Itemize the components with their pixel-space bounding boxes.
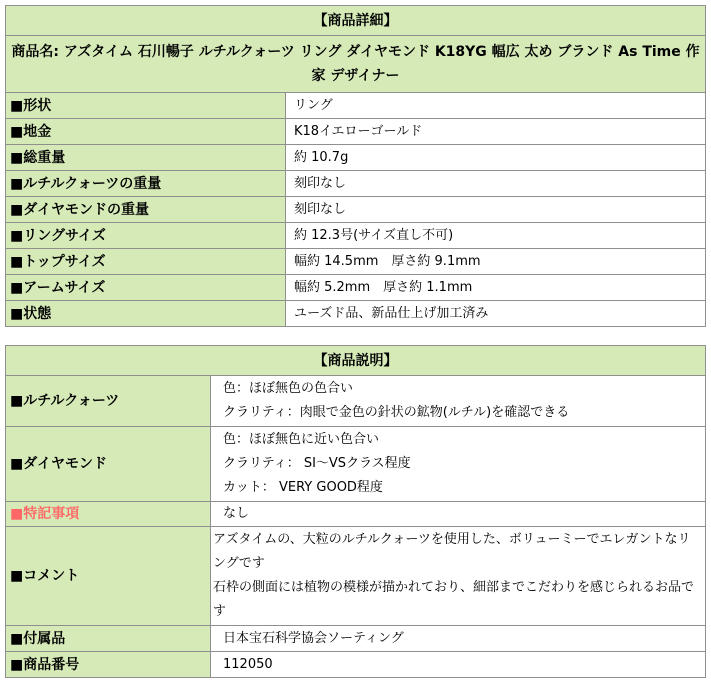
diamond-clarity: クラリティ： SI〜VSクラス程度: [223, 456, 411, 471]
row-value: 幅約 5.2mm 厚さ約 1.1mm: [286, 275, 706, 301]
row-value: リング: [286, 93, 706, 119]
description-header: 【商品説明】: [6, 346, 706, 376]
row-value: 約 12.3号(サイズ直し不可): [286, 223, 706, 249]
diamond-cut: カット： VERY GOOD程度: [223, 480, 383, 495]
row-value: 刻印なし: [286, 197, 706, 223]
rutile-label: ■ルチルクォーツ: [6, 376, 211, 427]
details-header: 【商品詳細】: [6, 6, 706, 36]
description-table: [5, 345, 706, 678]
table-row: [6, 145, 706, 171]
item-number-label: ■商品番号: [6, 652, 211, 678]
row-label: ■地金: [6, 119, 286, 145]
row-label: ■ダイヤモンドの重量: [6, 197, 286, 223]
table-row: [6, 376, 706, 427]
row-label: ■総重量: [6, 145, 286, 171]
row-label: ■形状: [6, 93, 286, 119]
rutile-clarity: クラリティ：肉眼で金色の針状の鉱物(ルチル)を確認できる: [223, 405, 570, 420]
table-row: [6, 197, 706, 223]
notes-label: ■特記事項: [6, 502, 211, 527]
table-row: [6, 427, 706, 502]
table-row: [6, 249, 706, 275]
row-label: ■トップサイズ: [6, 249, 286, 275]
product-title: 商品名: アズタイム 石川暢子 ルチルクォーツ リング ダイヤモンド K18YG 幅広 太め ブランド As Time 作家 デザイナー: [6, 36, 706, 93]
row-label: ■アームサイズ: [6, 275, 286, 301]
table-row: [6, 626, 706, 652]
table-row: [6, 301, 706, 327]
row-value: K18イエローゴールド: [286, 119, 706, 145]
comment-line: アズタイムの、大粒のルチルクォーツを使用した、ボリューミーでエレガントなリングです: [213, 532, 691, 571]
table-row: [6, 171, 706, 197]
row-value: 刻印なし: [286, 171, 706, 197]
table-row: [6, 223, 706, 249]
rutile-color: 色：ほぼ無色の色合い: [223, 381, 354, 396]
table-row: [6, 502, 706, 527]
row-value: ユーズド品、新品仕上げ加工済み: [286, 301, 706, 327]
diamond-color: 色：ほぼ無色に近い色合い: [223, 432, 380, 447]
comment-line: 石枠の側面には植物の模様が描かれており、細部までこだわりを感じられるお品です: [213, 580, 695, 619]
accessories-label: ■付属品: [6, 626, 211, 652]
table-row: [6, 652, 706, 678]
comment-label: ■コメント: [6, 527, 211, 626]
item-number-value: 112050: [211, 652, 706, 678]
row-value: 幅約 14.5mm 厚さ約 9.1mm: [286, 249, 706, 275]
diamond-label: ■ダイヤモンド: [6, 427, 211, 502]
table-row: [6, 275, 706, 301]
row-label: ■リングサイズ: [6, 223, 286, 249]
table-row: [6, 93, 706, 119]
notes-value: なし: [211, 502, 706, 527]
row-label: ■ルチルクォーツの重量: [6, 171, 286, 197]
details-table: [5, 5, 706, 327]
row-value: 約 10.7g: [286, 145, 706, 171]
table-row: [6, 119, 706, 145]
accessories-value: 日本宝石科学協会ソーティング: [211, 626, 706, 652]
row-label: ■状態: [6, 301, 286, 327]
table-row: [6, 527, 706, 626]
